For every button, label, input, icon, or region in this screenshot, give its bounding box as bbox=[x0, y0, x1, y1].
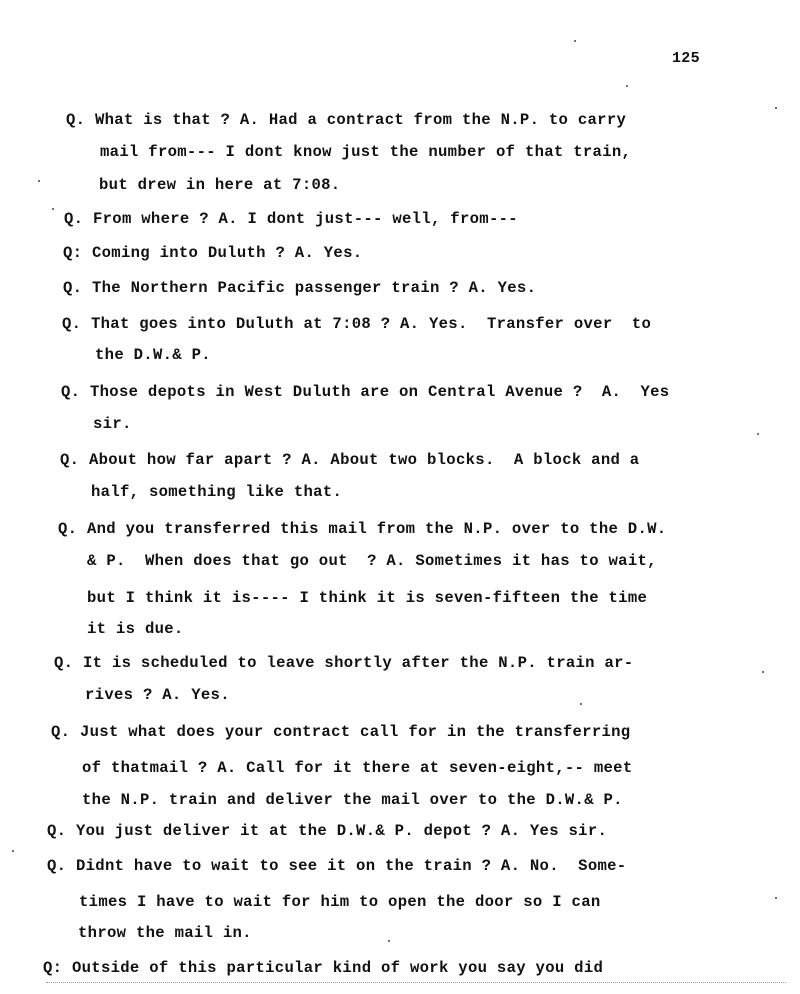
scan-speck bbox=[12, 850, 14, 852]
transcript-line: times I have to wait for him to open the door so I can bbox=[79, 893, 601, 911]
transcript-line: but I think it is---- I think it is seven-fifteen the time bbox=[87, 589, 648, 607]
scan-speck bbox=[38, 180, 40, 182]
transcript-line: Q. The Northern Pacific passenger train ? A. Yes. bbox=[63, 279, 537, 297]
transcript-line: Q. Didnt have to wait to see it on the train ? A. No. Some- bbox=[47, 857, 627, 875]
scan-speck bbox=[626, 85, 628, 87]
transcript-line: of thatmail ? A. Call for it there at seven-eight,-- meet bbox=[82, 759, 633, 777]
transcript-line: Q. What is that ? A. Had a contract from the N.P. to carry bbox=[66, 111, 627, 129]
transcript-line: Q: Outside of this particular kind of work you say you did bbox=[43, 959, 604, 977]
transcript-line: sir. bbox=[93, 415, 132, 433]
transcript-line: Q. About how far apart ? A. About two blocks. A block and a bbox=[60, 451, 640, 469]
scan-speck bbox=[52, 208, 54, 210]
scan-speck bbox=[388, 940, 390, 942]
scan-speck bbox=[775, 897, 777, 899]
transcript-line: throw the mail in. bbox=[78, 924, 252, 942]
page-number: 125 bbox=[672, 50, 700, 67]
transcript-line: it is due. bbox=[87, 620, 184, 638]
transcript-line: half, something like that. bbox=[91, 483, 343, 501]
transcript-line: Q. It is scheduled to leave shortly after the N.P. train ar- bbox=[54, 654, 634, 672]
transcript-line: Q. Those depots in West Duluth are on Central Avenue ? A. Yes bbox=[61, 383, 670, 401]
scan-speck bbox=[775, 107, 777, 109]
scan-speck bbox=[580, 703, 582, 705]
transcript-line: Q. And you transferred this mail from the N.P. over to the D.W. bbox=[58, 520, 667, 538]
transcript-line: & P. When does that go out ? A. Sometimes it has to wait, bbox=[87, 552, 657, 570]
scan-bottom-edge bbox=[46, 982, 786, 983]
transcript-line: the D.W.& P. bbox=[95, 346, 211, 364]
transcript-line: Q. That goes into Duluth at 7:08 ? A. Yes. Transfer over to bbox=[62, 315, 652, 333]
transcript-line: Q. You just deliver it at the D.W.& P. depot ? A. Yes sir. bbox=[47, 822, 608, 840]
scan-speck bbox=[762, 671, 764, 673]
transcript-line: Q. Just what does your contract call for in the transferring bbox=[51, 723, 631, 741]
transcript-line: rives ? A. Yes. bbox=[85, 686, 230, 704]
transcript-line: the N.P. train and deliver the mail over to the D.W.& P. bbox=[82, 791, 623, 809]
transcript-line: Q. From where ? A. I dont just--- well, from--- bbox=[64, 210, 518, 228]
transcript-line: mail from--- I dont know just the number of that train, bbox=[100, 143, 632, 161]
scan-speck bbox=[757, 433, 759, 435]
transcript-line: but drew in here at 7:08. bbox=[99, 176, 341, 194]
transcript-line: Q: Coming into Duluth ? A. Yes. bbox=[63, 244, 363, 262]
scan-speck bbox=[574, 40, 576, 42]
